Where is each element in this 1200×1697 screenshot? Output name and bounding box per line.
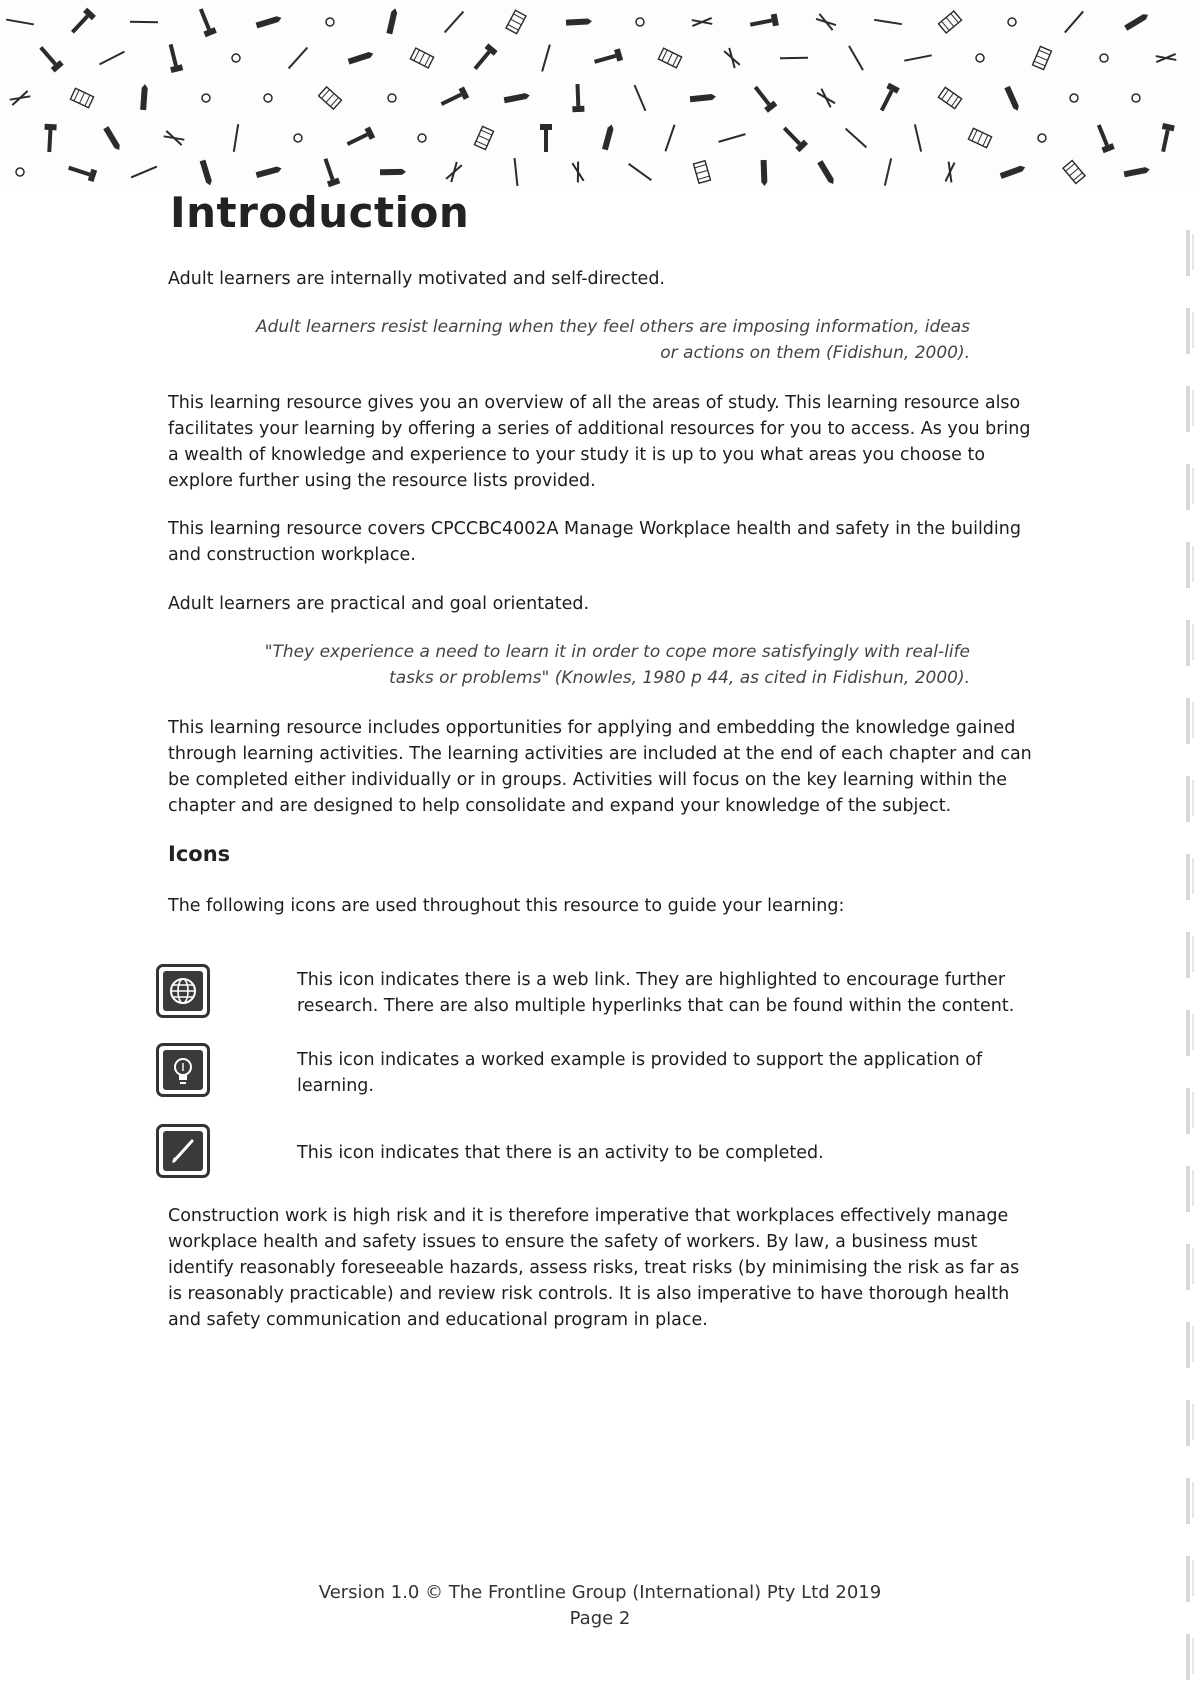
pencil-icon [156,1124,210,1178]
footer-version: Version 1.0 © The Frontline Group (International) Pty Ltd 2019 [318,1582,882,1603]
quote-line: "They experience a need to learn it in order to cope more satisfyingly with real-life [264,642,970,662]
icon-description-activity: This icon indicates that there is an activity to be completed. [297,1143,824,1163]
quote-line: or actions on them (Fidishun, 2000). [660,343,970,363]
quote-line: Adult learners resist learning when they feel others are imposing information, ideas [255,317,970,337]
icons-intro: The following icons are used throughout this resource to guide your learning: [168,896,845,916]
lightbulb-icon [156,1043,210,1097]
paragraph-covers: This learning resource covers CPCCBC4002A Manage Workplace health and safety in the building and construction workplace. [168,519,1021,565]
globe-icon [156,964,210,1018]
intro-line: Adult learners are internally motivated and self-directed. [168,269,665,289]
paragraph-construction: Construction work is high risk and it is therefore imperative that workplaces effectively manage workplace health and safety issues to ensure the safety of workers. By law, a business must identify reasonably foreseeable hazards, assess risks, treat risks (by minimising the risk as far as is reasonably practicable) and review risk controls. It is also imperative to have thorough health and safety communication and educational program in place. [168,1206,1020,1330]
binding-edge [1178,200,1200,1697]
footer-page-number: Page 2 [569,1608,631,1629]
quote-fidishun [240,314,970,366]
paragraph-overview: This learning resource gives you an overview of all the areas of study. This learning resource also facilitates your learning by offering a series of additional resources for you to access. As you bring a wealth of knowledge and experience to your study it is up to you what areas you choose to explore further using the resource lists provided. [168,393,1031,491]
icons-heading: Icons [168,842,231,866]
practical-line: Adult learners are practical and goal orientated. [168,594,590,614]
quote-line: tasks or problems" (Knowles, 1980 p 44, as cited in Fidishun, 2000). [389,668,970,688]
quote-knowles [240,639,970,691]
paragraph-activities: This learning resource includes opportunities for applying and embedding the knowledge gained through learning activities. The learning activities are included at the end of each chapter and can be completed either individually or in groups. Activities will focus on the key learning within the chapter and are designed to help consolidate and expand your knowledge of the subject. [168,718,1032,816]
tools-pattern-banner [0,0,1200,190]
icon-description-web-link: This icon indicates there is a web link. They are highlighted to encourage further research. There are also multiple hyperlinks that can be found within the content. [297,970,1015,1016]
icon-description-worked-example: This icon indicates a worked example is provided to support the application of learning. [297,1050,983,1096]
tools-pattern-image [0,0,1200,190]
footer [300,1580,900,1632]
page-title: Introduction [170,188,470,237]
binding-marks-image [1178,200,1200,1697]
